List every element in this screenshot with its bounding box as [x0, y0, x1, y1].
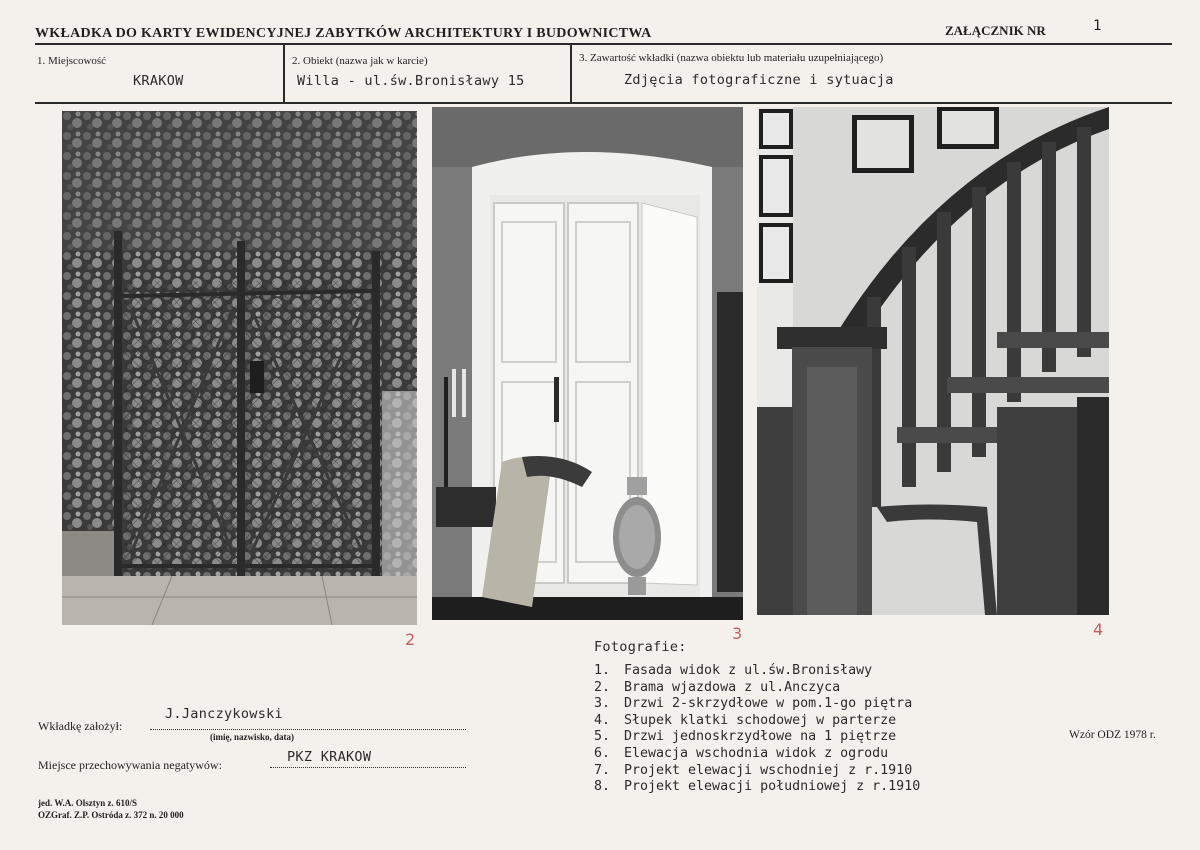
photo-list [594, 663, 920, 796]
locality-value: KRAKOW [133, 73, 184, 89]
storage-dotted-line [270, 767, 466, 768]
annex-label: ZAŁĄCZNIK NR [945, 23, 1046, 38]
photo-staircase-number: 4 [1093, 620, 1104, 639]
list-item: 1. Fasada widok z ul.św.Bronisławy [594, 663, 873, 678]
founder-hint: (imię, nazwisko, data) [210, 732, 294, 742]
list-item: 7. Projekt elewacji wschodniej z r.1910 [594, 762, 913, 778]
list-item: 8. Projekt elewacji południowej z r.1910 [594, 779, 921, 795]
print-note-2: OZGraf. Z.P. Ostróda z. 372 n. 20 000 [38, 810, 184, 820]
founder-label: Wkładkę założył: [38, 719, 123, 733]
object-value: Willa - ul.św.Bronisławy 15 [297, 73, 525, 89]
photo-door-number: 3 [732, 624, 743, 643]
founder-dotted-line [150, 729, 466, 730]
header-rule-top [35, 43, 1172, 45]
list-item: 3. Drzwi 2-skrzydłowe w pom.1-go piętra [594, 696, 913, 712]
list-item: 6. Elewacja wschodnia widok z ogrodu [594, 745, 889, 761]
card-title: WKŁADKA DO KARTY EWIDENCYJNEJ ZABYTKÓW ARCHITEKTURY I BUDOWNICTWA [35, 26, 652, 41]
object-label: 2. Obiekt (nazwa jak w karcie) [292, 55, 428, 67]
photo-door [432, 107, 743, 620]
photo-gate-number: 2 [405, 630, 416, 649]
header-rule-bottom [35, 102, 1172, 104]
template-note: Wzór ODZ 1978 r. [1069, 729, 1156, 741]
field-divider-2 [570, 45, 572, 104]
content-value: Zdjęcia fotograficzne i sytuacja [624, 72, 894, 88]
photo-staircase [757, 107, 1109, 615]
photo-gate [62, 111, 417, 625]
list-item: 4. Słupek klatki schodowej w parterze [594, 712, 897, 728]
list-item: 2. Brama wjazdowa z ul.Anczyca [594, 679, 841, 695]
storage-value: PKZ KRAKOW [287, 749, 372, 765]
founder-value: J.Janczykowski [165, 706, 283, 722]
print-note-1: jed. W.A. Olsztyn z. 610/S [38, 798, 138, 808]
field-divider-1 [283, 45, 285, 104]
storage-label: Miejsce przechowywania negatywów: [38, 758, 222, 772]
photo-list-heading: Fotografie: [594, 639, 687, 655]
content-label: 3. Zawartość wkładki (nazwa obiektu lub materiału uzupełniającego) [579, 52, 884, 64]
annex-number: 1 [1093, 18, 1102, 34]
list-item: 5. Drzwi jednoskrzydłowe na 1 piętrze [594, 729, 897, 745]
locality-label: 1. Miejscowość [37, 55, 107, 67]
